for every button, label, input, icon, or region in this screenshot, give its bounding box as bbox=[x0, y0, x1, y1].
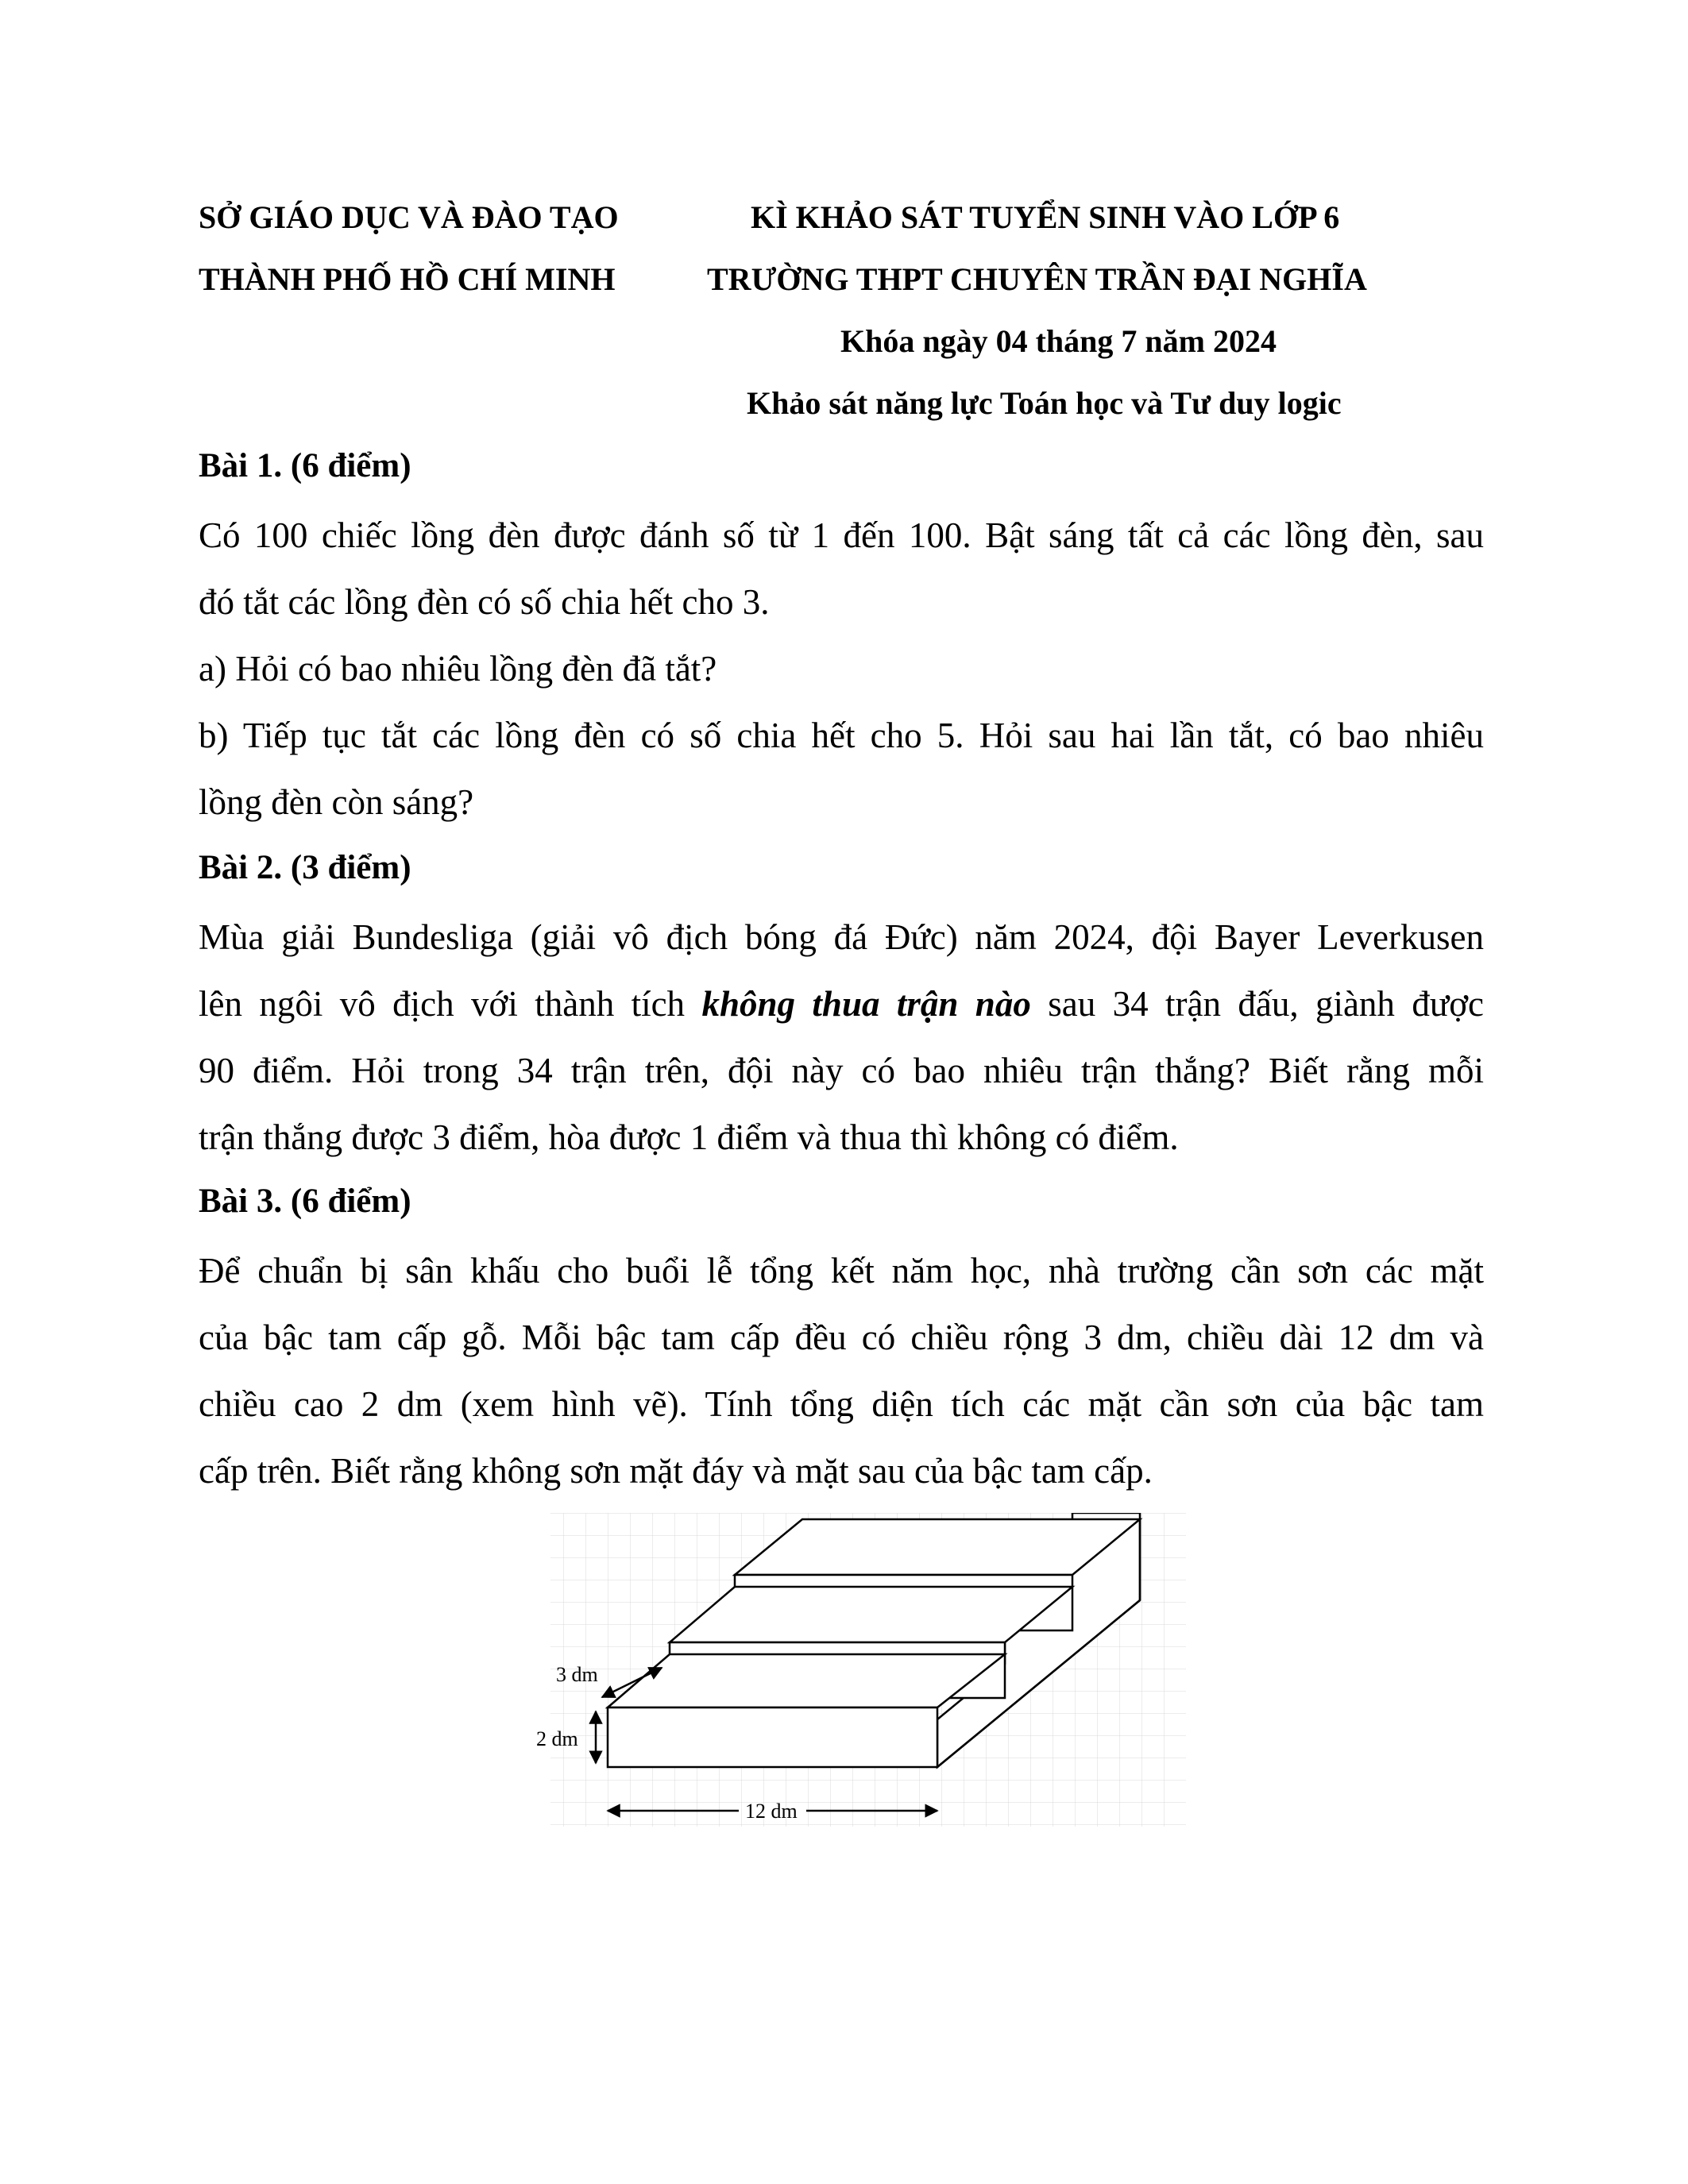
problem-3-title: Bài 3. (6 điểm) bbox=[199, 1183, 411, 1220]
problem-1-line: Có 100 chiếc lồng đèn được đánh số từ 1 đến 100. Bật sáng tất cả các lồng đèn, sau bbox=[199, 515, 1484, 555]
dept-name-line2: THÀNH PHỐ HỒ CHÍ MINH bbox=[199, 261, 616, 297]
problem-3-body bbox=[199, 1237, 1484, 1504]
dept-name-line1: SỞ GIÁO DỤC VÀ ĐÀO TẠO bbox=[199, 199, 619, 235]
problem-2-title: Bài 2. (3 điểm) bbox=[199, 849, 411, 886]
problem-2-line: Mùa giải Bundesliga (giải vô địch bóng đá Đức) năm 2024, đội Bayer Leverkusen bbox=[199, 917, 1484, 957]
problem-2-line: trận thắng được 3 điểm, hòa được 1 điểm và thua thì không có điểm. bbox=[199, 1117, 1179, 1157]
staircase-figure bbox=[496, 1513, 1186, 1854]
problem-1-title: Bài 1. (6 điểm) bbox=[199, 447, 411, 484]
problem-3-line: cấp trên. Biết rằng không sơn mặt đáy và mặt sau của bậc tam cấp. bbox=[199, 1451, 1153, 1491]
problem-3-line: chiều cao 2 dm (xem hình vẽ). Tính tổng diện tích các mặt cần sơn của bậc tam bbox=[199, 1384, 1484, 1424]
problem-2-line: 90 điểm. Hỏi trong 34 trận trên, đội này có bao nhiêu trận thắng? Biết rằng mỗi bbox=[199, 1051, 1484, 1090]
width-label: 3 dm bbox=[556, 1663, 598, 1686]
problem-2-text: sau 34 trận đấu, giành được bbox=[1030, 984, 1484, 1024]
problem-1-question-a: a) Hỏi có bao nhiêu lồng đèn đã tắt? bbox=[199, 649, 717, 689]
step-top-1 bbox=[608, 1654, 1005, 1707]
problem-2-text: lên ngôi vô địch với thành tích bbox=[199, 984, 702, 1024]
exam-title-line1: KÌ KHẢO SÁT TUYỂN SINH VÀO LỚP 6 bbox=[751, 199, 1340, 235]
length-label: 12 dm bbox=[745, 1800, 798, 1823]
problem-1-body bbox=[199, 502, 1484, 835]
problem-3-line: của bậc tam cấp gỗ. Mỗi bậc tam cấp đều có chiều rộng 3 dm, chiều dài 12 dm và bbox=[199, 1318, 1484, 1357]
step-top-2 bbox=[670, 1587, 1072, 1642]
exam-date: Khóa ngày 04 tháng 7 năm 2024 bbox=[840, 323, 1277, 359]
problem-3-line: Để chuẩn bị sân khấu cho buổi lễ tổng kết năm học, nhà trường cần sơn các mặt bbox=[199, 1251, 1484, 1291]
problem-2-body bbox=[199, 904, 1484, 1171]
step-top-3 bbox=[735, 1519, 1140, 1575]
problem-2-line bbox=[199, 970, 1484, 1037]
exam-title-line2: TRƯỜNG THPT CHUYÊN TRẦN ĐẠI NGHĨA bbox=[707, 261, 1367, 297]
problem-1-question-b-cont: lồng đèn còn sáng? bbox=[199, 782, 474, 822]
problem-1-question-b: b) Tiếp tục tắt các lồng đèn có số chia hết cho 5. Hỏi sau hai lần tắt, có bao nhiêu bbox=[199, 716, 1484, 755]
step-front-1 bbox=[608, 1707, 937, 1767]
exam-subject: Khảo sát năng lực Toán học và Tư duy logic bbox=[747, 385, 1342, 421]
height-label: 2 dm bbox=[536, 1727, 578, 1750]
problem-1-line: đó tắt các lồng đèn có số chia hết cho 3. bbox=[199, 582, 770, 622]
problem-2-emphasis: không thua trận nào bbox=[701, 984, 1031, 1024]
